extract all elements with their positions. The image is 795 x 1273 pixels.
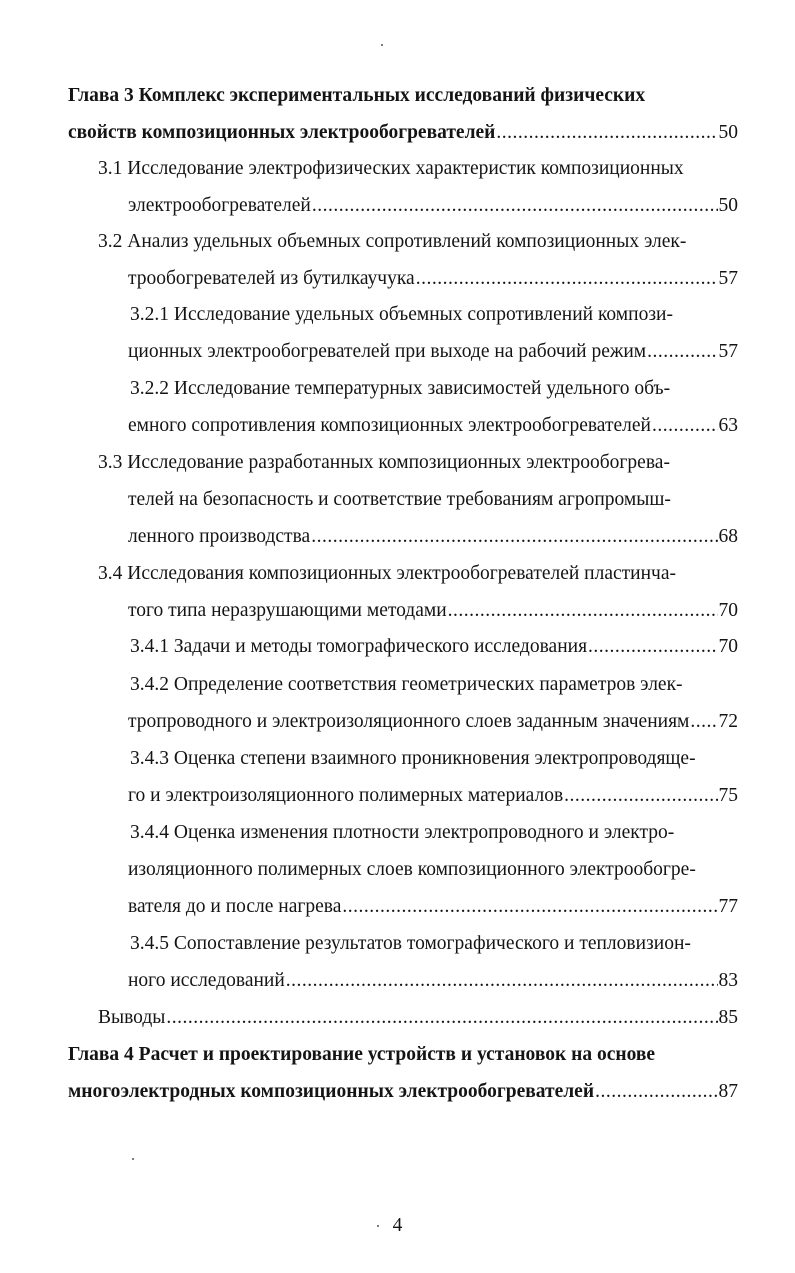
chapter-3-page: 50 [718,122,738,143]
section-3-1-page: 50 [718,195,738,216]
section-3-4-entry [128,598,738,624]
chapter-3-title-line-2: свойств композиционных электрообогревателей [68,122,496,143]
section-3-4-4-line-2: изоляционного полимерных слоев композиционного электрообогре- [128,859,696,880]
section-3-4-1-page: 70 [718,636,738,657]
page-number: 4 [392,1215,403,1236]
section-3-2-1-entry [128,339,738,365]
leader-dots [647,339,717,365]
chapter-3-entry [68,120,738,146]
section-3-4-5-line-2: ного исследований [128,970,285,991]
scan-speck [381,44,383,46]
section-3-2-2-page: 63 [718,415,738,436]
section-3-2-2-line-1: 3.2.2 Исследование температурных зависимостей удельного объ- [130,378,671,399]
section-3-2-1-line-2: ционных электрообогревателей при выходе на рабочий режим [128,341,647,362]
section-3-4-5-entry [128,968,738,994]
section-3-2-2-line-2: емного сопротивления композиционных электрообогревателей [128,415,651,436]
leader-dots [652,413,718,439]
leader-dots [564,783,717,809]
section-3-2-line-2: трообогревателей из бутилкаучука [128,268,415,289]
section-3-3-entry [128,524,738,550]
section-3-4-2-line-1: 3.4.2 Определение соответствия геометрических параметров элек- [130,674,683,695]
conclusions-page: 85 [718,1007,738,1028]
section-3-4-3-page: 75 [718,785,738,806]
section-3-1-line-1: 3.1 Исследование электрофизических характеристик композиционных [98,158,684,179]
leader-dots [496,120,717,146]
section-3-4-3-line-2: го и электроизоляционного полимерных материалов [128,785,564,806]
section-3-4-2-line-2: тропроводного и электроизоляционного слоев заданным значениям [128,711,690,732]
conclusions-entry [98,1005,738,1031]
leader-dots [690,709,717,735]
scan-speck [132,1158,134,1160]
leader-dots [312,193,718,219]
section-3-2-1-line-1: 3.2.1 Исследование удельных объемных сопротивлений компози- [130,304,673,325]
leader-dots [166,1005,717,1031]
section-3-4-line-2: того типа неразрушающими методами [128,600,447,621]
section-3-4-2-entry [128,709,738,735]
section-3-4-4-line-3: вателя до и после нагрева [128,896,342,917]
section-3-4-1-line-1: 3.4.1 Задачи и методы томографического исследования [130,636,588,657]
section-3-4-3-entry [128,783,738,809]
conclusions-label: Выводы [98,1007,166,1028]
section-3-2-page: 57 [718,268,738,289]
section-3-4-1-entry [130,634,738,660]
section-3-3-line-1: 3.3 Исследование разработанных композиционных электрообогрева- [98,452,670,473]
section-3-4-page: 70 [718,600,738,621]
section-3-4-5-page: 83 [718,970,738,991]
section-3-4-4-page: 77 [718,896,738,917]
chapter-4-title-line-2: многоэлектродных композиционных электрообогревателей [68,1081,595,1102]
chapter-3-title-line-1: Глава 3 Комплекс экспериментальных исследований физических [68,85,646,106]
section-3-1-entry [128,193,738,219]
section-3-4-4-entry [128,894,738,920]
section-3-2-line-1: 3.2 Анализ удельных объемных сопротивлений композиционных элек- [98,231,687,252]
section-3-2-2-entry [128,413,738,439]
leader-dots [342,894,717,920]
leader-dots [588,634,717,660]
section-3-2-entry [128,266,738,292]
chapter-4-page: 87 [718,1081,738,1102]
section-3-4-line-1: 3.4 Исследования композиционных электрообогревателей пластинча- [98,563,677,584]
section-3-3-page: 68 [718,526,738,547]
chapter-4-title-line-1: Глава 4 Расчет и проектирование устройств и установок на основе [68,1044,656,1065]
section-3-3-line-3: ленного производства [128,526,311,547]
section-3-3-line-2: телей на безопасность и соответствие требованиям агропромыш- [128,489,671,510]
leader-dots [416,266,718,292]
section-3-4-2-page: 72 [718,711,738,732]
section-3-1-line-2: электрообогревателей [128,195,311,216]
leader-dots [595,1079,717,1105]
section-3-4-5-line-1: 3.4.5 Сопоставление результатов томографического и тепловизион- [130,933,691,954]
section-3-4-4-line-1: 3.4.4 Оценка изменения плотности электропроводного и электро- [130,822,675,843]
section-3-2-1-page: 57 [718,341,738,362]
leader-dots [448,598,718,624]
leader-dots [311,524,717,550]
leader-dots [286,968,718,994]
chapter-4-entry [68,1079,738,1105]
section-3-4-3-line-1: 3.4.3 Оценка степени взаимного проникновения электропроводяще- [130,748,696,769]
